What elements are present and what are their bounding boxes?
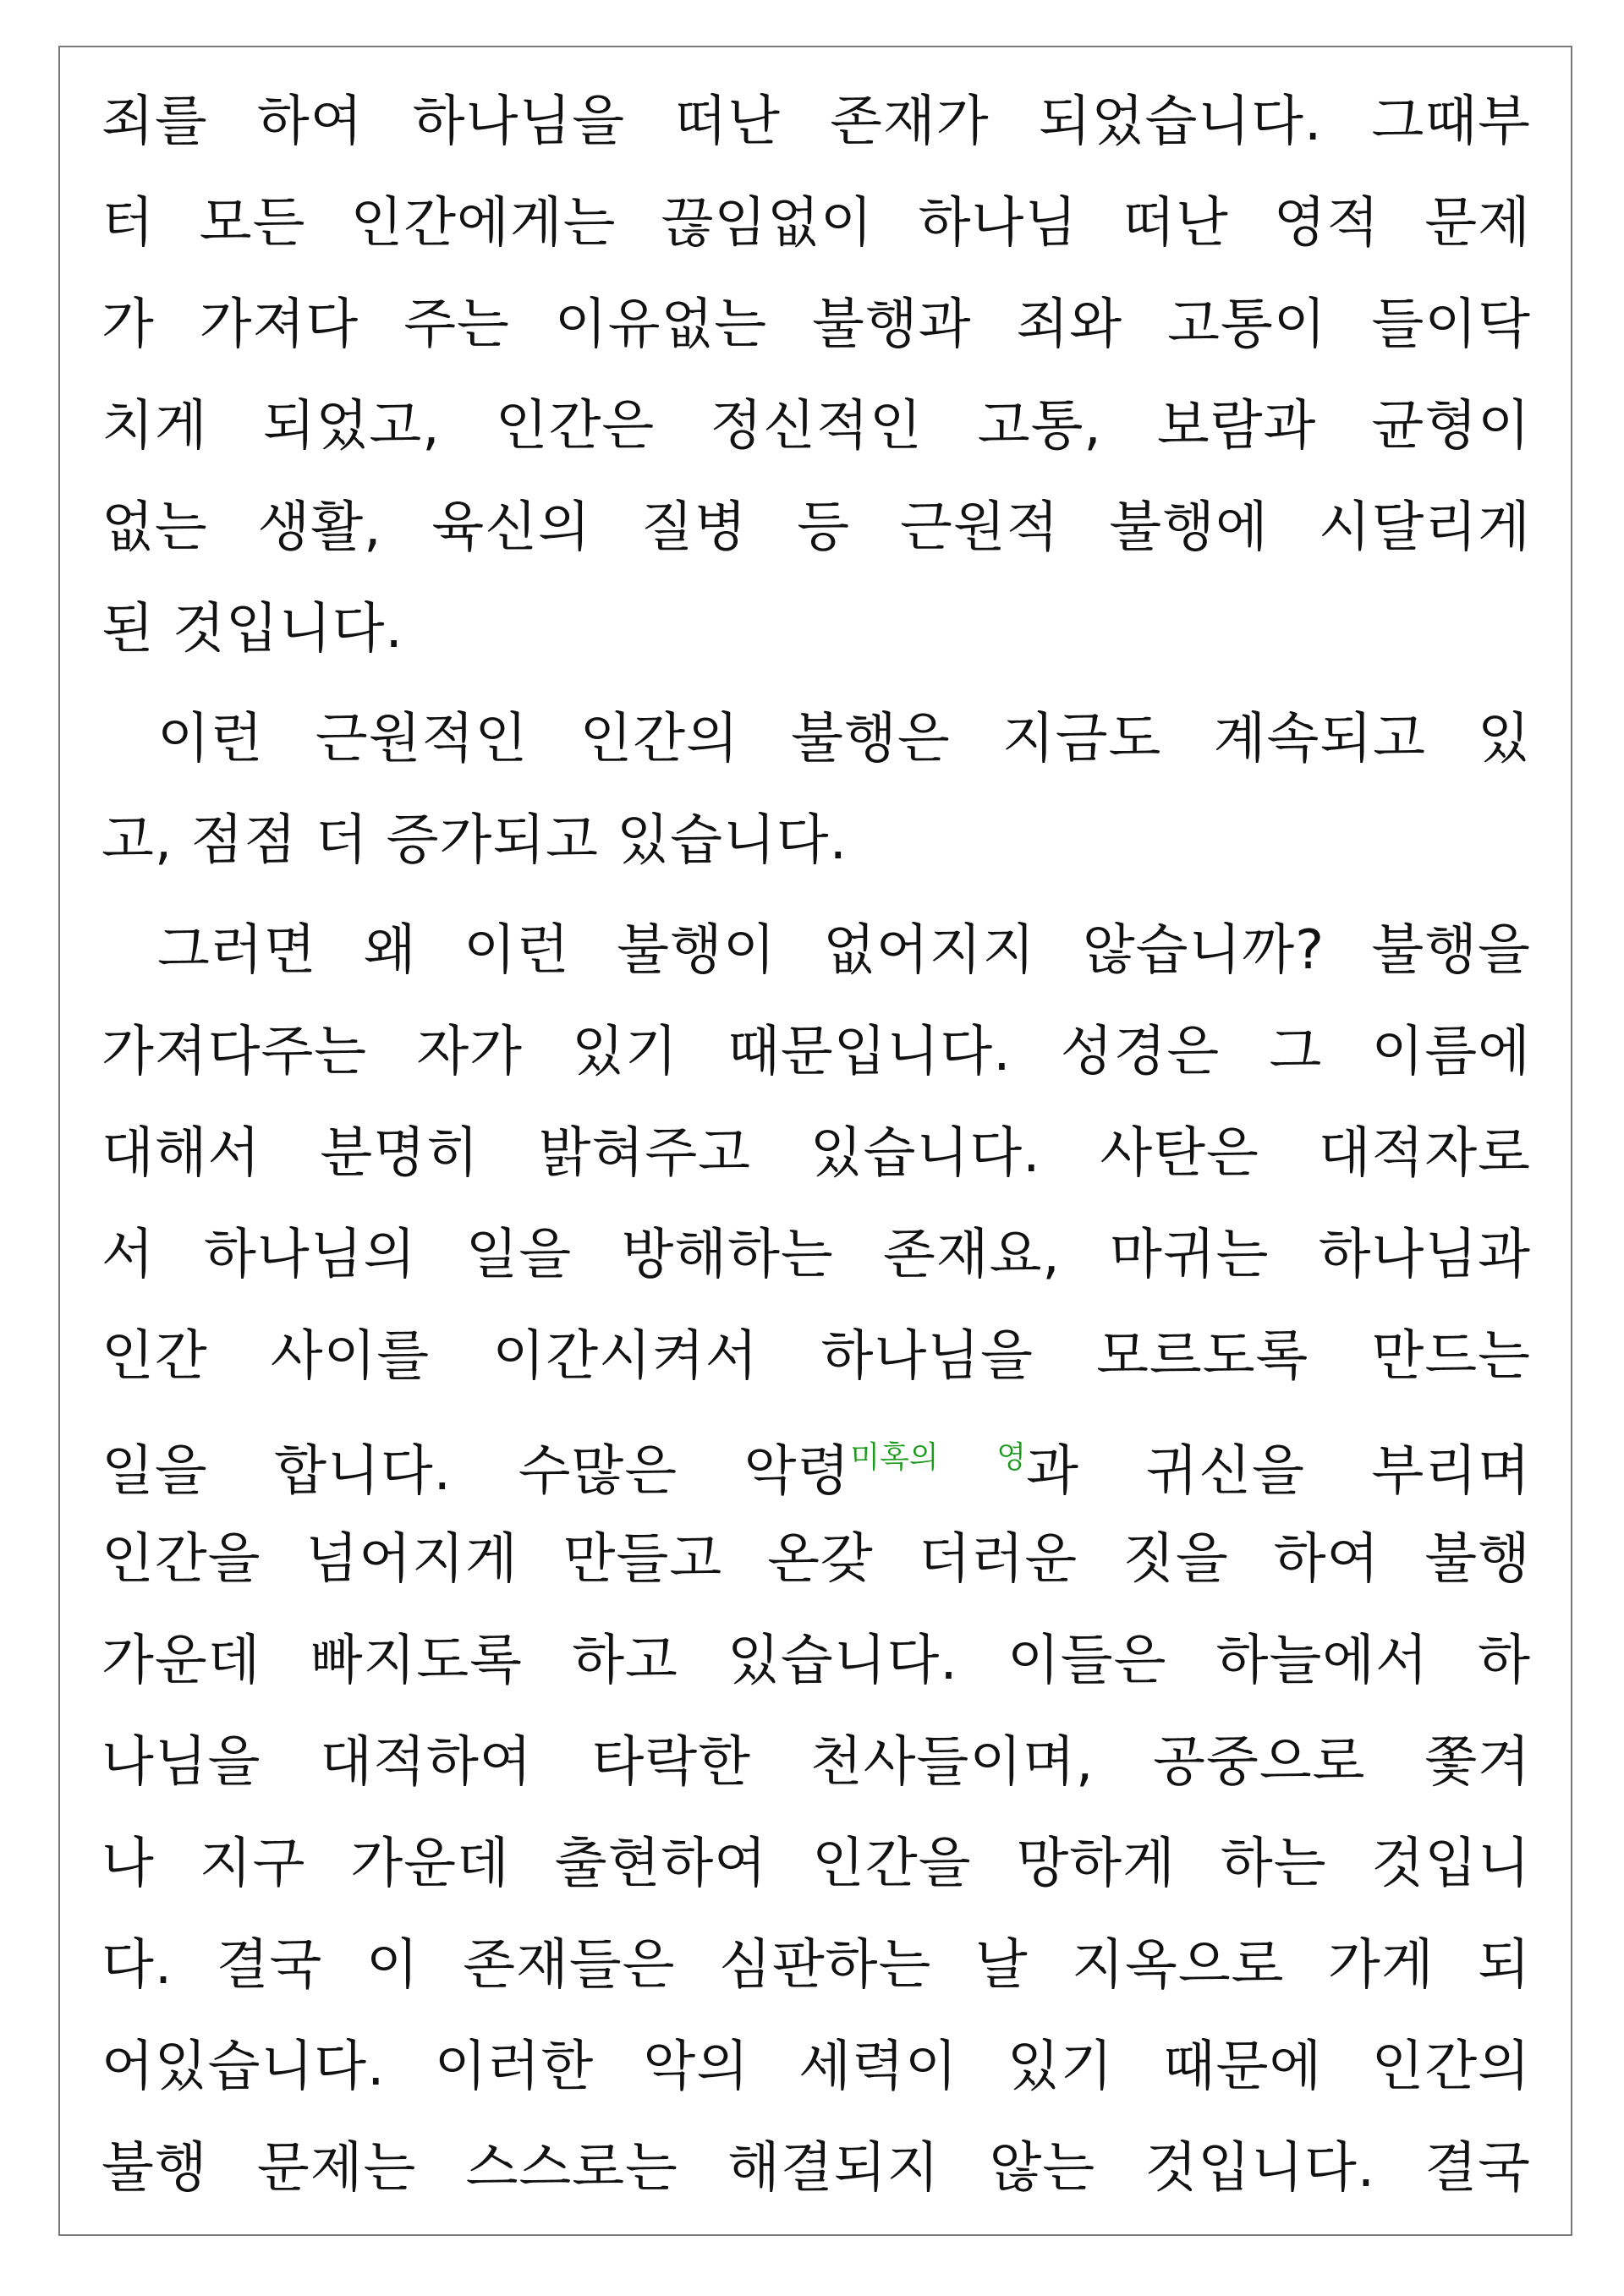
text-line: 어있습니다. 이러한 악의 세력이 있기 때문에 인간의 — [102, 2036, 1531, 2098]
paragraph-3 — [102, 900, 1531, 2219]
text-line: 가 가져다 주는 이유없는 불행과 죄와 고통이 들이닥 — [102, 293, 1531, 356]
paragraph-2 — [102, 688, 1531, 891]
text-line: 나님을 대적하여 타락한 천사들이며, 공중으로 쫓겨 — [102, 1731, 1531, 1794]
text-line: 인간을 넘어지게 만들고 온갖 더러운 짓을 하여 불행 — [102, 1528, 1531, 1591]
text-line: 없는 생활, 육신의 질병 등 근원적 불행에 시달리게 — [102, 496, 1531, 559]
text-line-with-annotation — [102, 1407, 1531, 1509]
text-line: 다. 결국 이 존재들은 심판하는 날 지옥으로 가게 되 — [102, 1934, 1531, 1997]
text-line: 이런 근원적인 인간의 불행은 지금도 계속되고 있 — [157, 708, 1531, 770]
text-segment: 일을 합니다. 수많은 악령 — [102, 1440, 851, 1503]
text-line: 서 하나님의 일을 방해하는 존재요, 마귀는 하나님과 — [102, 1224, 1531, 1286]
text-segment: 과 귀신을 부리며 — [1026, 1440, 1531, 1503]
text-line: 고, 점점 더 증가되고 있습니다. — [102, 809, 848, 872]
margin-annotation: 미혹의 영 — [850, 1440, 1027, 1475]
paragraph-1 — [102, 71, 1531, 680]
text-line: 그러면 왜 이런 불행이 없어지지 않습니까? 불행을 — [157, 919, 1531, 982]
text-line: 인간 사이를 이간시켜서 하나님을 모르도록 만드는 — [102, 1325, 1531, 1388]
text-line: 나 지구 가운데 출현하여 인간을 망하게 하는 것입니 — [102, 1833, 1531, 1895]
text-line: 된 것입니다. — [102, 598, 403, 660]
text-line: 터 모든 인간에게는 끊임없이 하나님 떠난 영적 문제 — [102, 192, 1531, 255]
text-line: 대해서 분명히 밝혀주고 있습니다. 사탄은 대적자로 — [102, 1122, 1531, 1185]
text-line: 가져다주는 자가 있기 때문입니다. 성경은 그 이름에 — [102, 1021, 1531, 1083]
text-line: 죄를 하여 하나님을 떠난 존재가 되었습니다. 그때부 — [102, 90, 1531, 153]
text-line: 치게 되었고, 인간은 정신적인 고통, 보람과 균형이 — [102, 395, 1531, 458]
text-line: 가운데 빠지도록 하고 있습니다. 이들은 하늘에서 하 — [102, 1630, 1531, 1692]
text-line: 불행 문제는 스스로는 해결되지 않는 것입니다. 결국 — [102, 2137, 1531, 2200]
document-body — [102, 71, 1531, 2228]
